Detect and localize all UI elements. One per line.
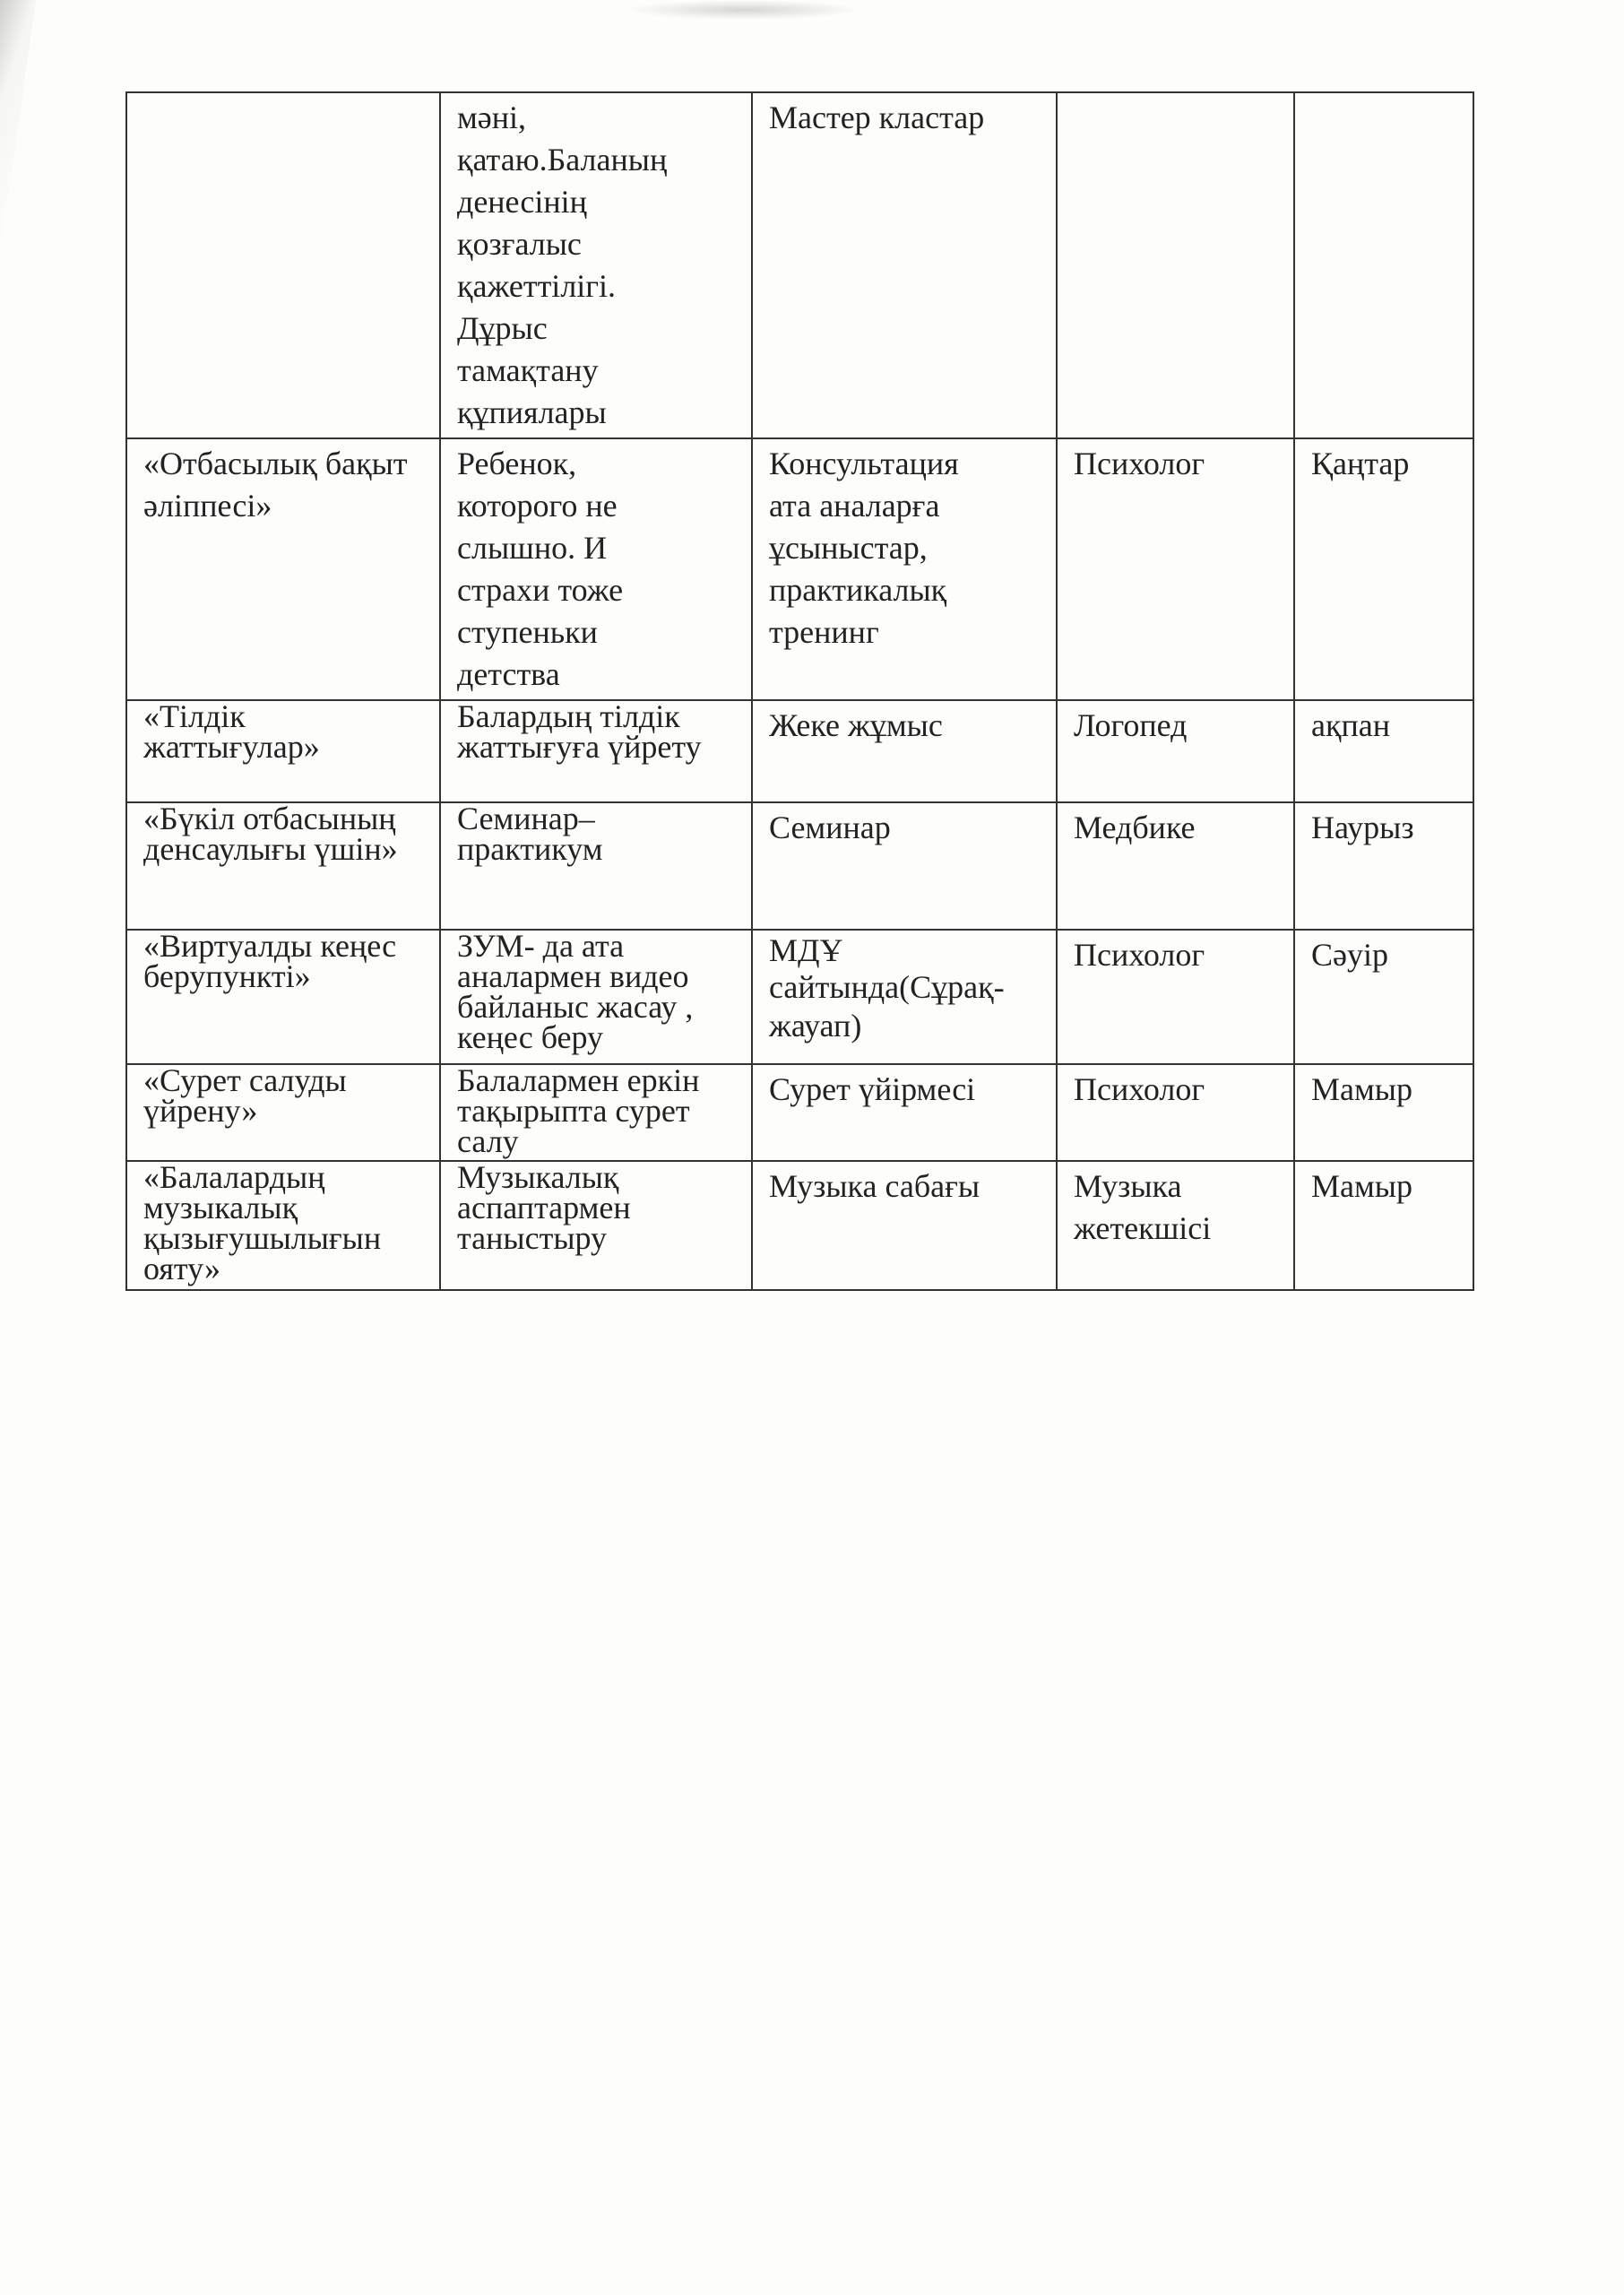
content-line: Ребенок, [457, 446, 577, 481]
date-cell [1294, 92, 1473, 438]
form-line: ата аналарға [769, 488, 940, 524]
content-line: которого не [457, 488, 618, 524]
responsible-cell: Психолог [1057, 1064, 1294, 1161]
form-cell [752, 438, 1057, 700]
topic-cell: «Виртуалды кеңес берупункті» [126, 930, 440, 1064]
form-line: практикалық [769, 572, 947, 608]
form-cell: Мастер кластар [752, 92, 1057, 438]
topic-cell [126, 92, 440, 438]
responsible-line: Музыка [1074, 1168, 1182, 1204]
form-cell: Жеке жұмыс [752, 700, 1057, 802]
parent-work-plan-table [125, 91, 1474, 1291]
content-cell: Семинар–практикум [440, 802, 752, 930]
content-line: страхи тоже [457, 572, 624, 608]
topic-cell: «Балалардың музыкалық қызығушылығын ояту» [126, 1161, 440, 1290]
content-line: қажеттілігі. [457, 268, 617, 304]
table-row [126, 1161, 1473, 1290]
content-cell [440, 438, 752, 700]
form-cell: Музыка сабағы [752, 1161, 1057, 1290]
form-line: тренинг [769, 614, 879, 650]
date-cell: Мамыр [1294, 1064, 1473, 1161]
content-cell: ЗУМ- да ата аналармен видео байланыс жасау , кеңес беру [440, 930, 752, 1064]
responsible-cell: Логопед [1057, 700, 1294, 802]
table-row [126, 802, 1473, 930]
responsible-cell: Психолог [1057, 438, 1294, 700]
content-cell: Балалармен еркін тақырыпта сурет салу [440, 1064, 752, 1161]
responsible-cell: Медбике [1057, 802, 1294, 930]
content-line: қатаю.Баланың [457, 142, 668, 178]
table-row [126, 438, 1473, 700]
date-cell: Сәуір [1294, 930, 1473, 1064]
form-line: жауап) [769, 1008, 862, 1044]
content-line: денесінің [457, 184, 587, 220]
table-row [126, 700, 1473, 802]
content-line: слышно. И [457, 530, 608, 566]
topic-cell: «Бүкіл отбасының денсаулығы үшін» [126, 802, 440, 930]
content-line: қозғалыс [457, 226, 582, 262]
date-cell: Қаңтар [1294, 438, 1473, 700]
responsible-cell [1057, 92, 1294, 438]
content-line: ступеньки [457, 614, 598, 650]
form-line: ұсыныстар, [769, 530, 928, 566]
content-cell [440, 92, 752, 438]
topic-cell: «Тілдік жаттығулар» [126, 700, 440, 802]
topic-cell: «Сурет салуды үйрену» [126, 1064, 440, 1161]
form-line: МДҰ [769, 932, 843, 968]
responsible-cell [1057, 1161, 1294, 1290]
form-line: Консультация [769, 446, 959, 481]
date-cell: Мамыр [1294, 1161, 1473, 1290]
content-cell: Балардың тілдік жаттығуға үйрету [440, 700, 752, 802]
content-line: Дұрыс [457, 310, 548, 346]
content-line: мәні, [457, 100, 527, 135]
scan-smudge [627, 0, 860, 20]
date-cell: Наурыз [1294, 802, 1473, 930]
scan-shadow-edge [0, 0, 36, 269]
content-line: тамақтану [457, 352, 599, 388]
form-cell: Сурет үйірмесі [752, 1064, 1057, 1161]
responsible-cell: Психолог [1057, 930, 1294, 1064]
table-row [126, 92, 1473, 438]
form-cell: Семинар [752, 802, 1057, 930]
table-row [126, 1064, 1473, 1161]
table-row [126, 930, 1473, 1064]
content-line: құпиялары [457, 394, 607, 430]
responsible-line: жетекшісі [1074, 1210, 1212, 1246]
topic-cell: «Отбасылық бақыт әліппесі» [126, 438, 440, 700]
content-line: детства [457, 656, 560, 692]
content-cell: Музыкалық аспаптармен таныстыру [440, 1161, 752, 1290]
form-line: сайтында(Сұрақ- [769, 969, 1005, 1005]
form-cell [752, 930, 1057, 1064]
date-cell: ақпан [1294, 700, 1473, 802]
